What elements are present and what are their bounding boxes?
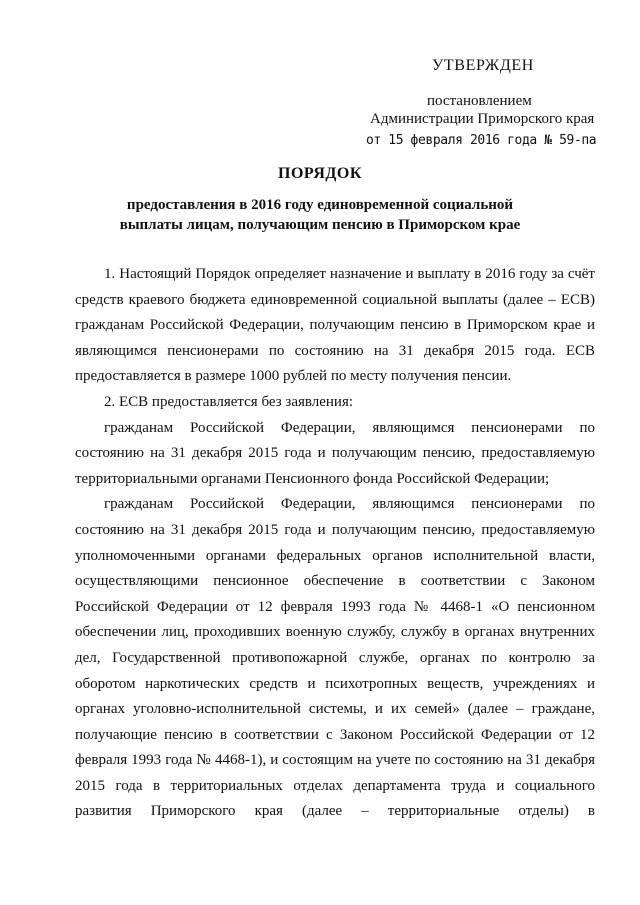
- document-title: ПОРЯДОК: [278, 165, 362, 182]
- approval-date: от 15 февраля 2016 года № 59-па: [366, 133, 597, 148]
- subtitle-line: предоставления в 2016 году единовременной социальной: [126, 197, 514, 213]
- subtitle-line: выплаты лицам, получающим пенсию в Приморском крае: [119, 217, 521, 233]
- approval-by: постановлением: [427, 93, 532, 109]
- paragraph-2: 2. ЕСВ предоставляется без заявления:: [104, 393, 354, 410]
- paragraph-4: гражданам Российской Федерации, являющимся пенсионерами по состоянию на 31 декабря 2015 года и получающим пенсию, предоставляемую уполномоченными органами федеральных органов исполнительной власти, осуществляющими пенсионное обеспечение в соответствии с Законом Российской Федерации от 12 февраля 1993 года № 4468-1 «О пенсионном обеспечении лиц, проходивших военную службу, службу в органах внутренних дел, Государственной противопожарной службе, органах по контролю за оборотом наркотических средств и психотропных веществ, учреждениях и органах уголовно-исполнительной системы, и их семей» (далее – граждане, получающие пенсию в соответствии с Законом Российской Федерации от 12 февраля 1993 года № 4468-1), и состоящим на учете по состоянию на 31 декабря 2015 года в территориальных отделах департамента труда и социального развития Приморского края (далее – территориальные отделы) в: [75, 496, 595, 820]
- document-body: [75, 262, 595, 825]
- paragraph-3: гражданам Российской Федерации, являющимся пенсионерами по состоянию на 31 декабря 2015 года и получающим пенсию, предоставляемую территориальными органами Пенсионного фонда Российской Федерации;: [75, 419, 595, 487]
- approval-authority: Администрации Приморского края: [370, 111, 595, 127]
- paragraph-1: 1. Настоящий Порядок определяет назначение и выплату в 2016 году за счёт средств краевого бюджета единовременной социальной выплаты (далее – ЕСВ) гражданам Российской Федерации, получающим пенсию в Приморском крае и являющимся пенсионерами по состоянию на 31 декабря 2015 года. ЕСВ предоставляется в размере 1000 рублей по месту получения пенсии.: [75, 266, 595, 385]
- approval-heading: УТВЕРЖДЕН: [432, 57, 534, 74]
- document-subtitle: [0, 195, 640, 235]
